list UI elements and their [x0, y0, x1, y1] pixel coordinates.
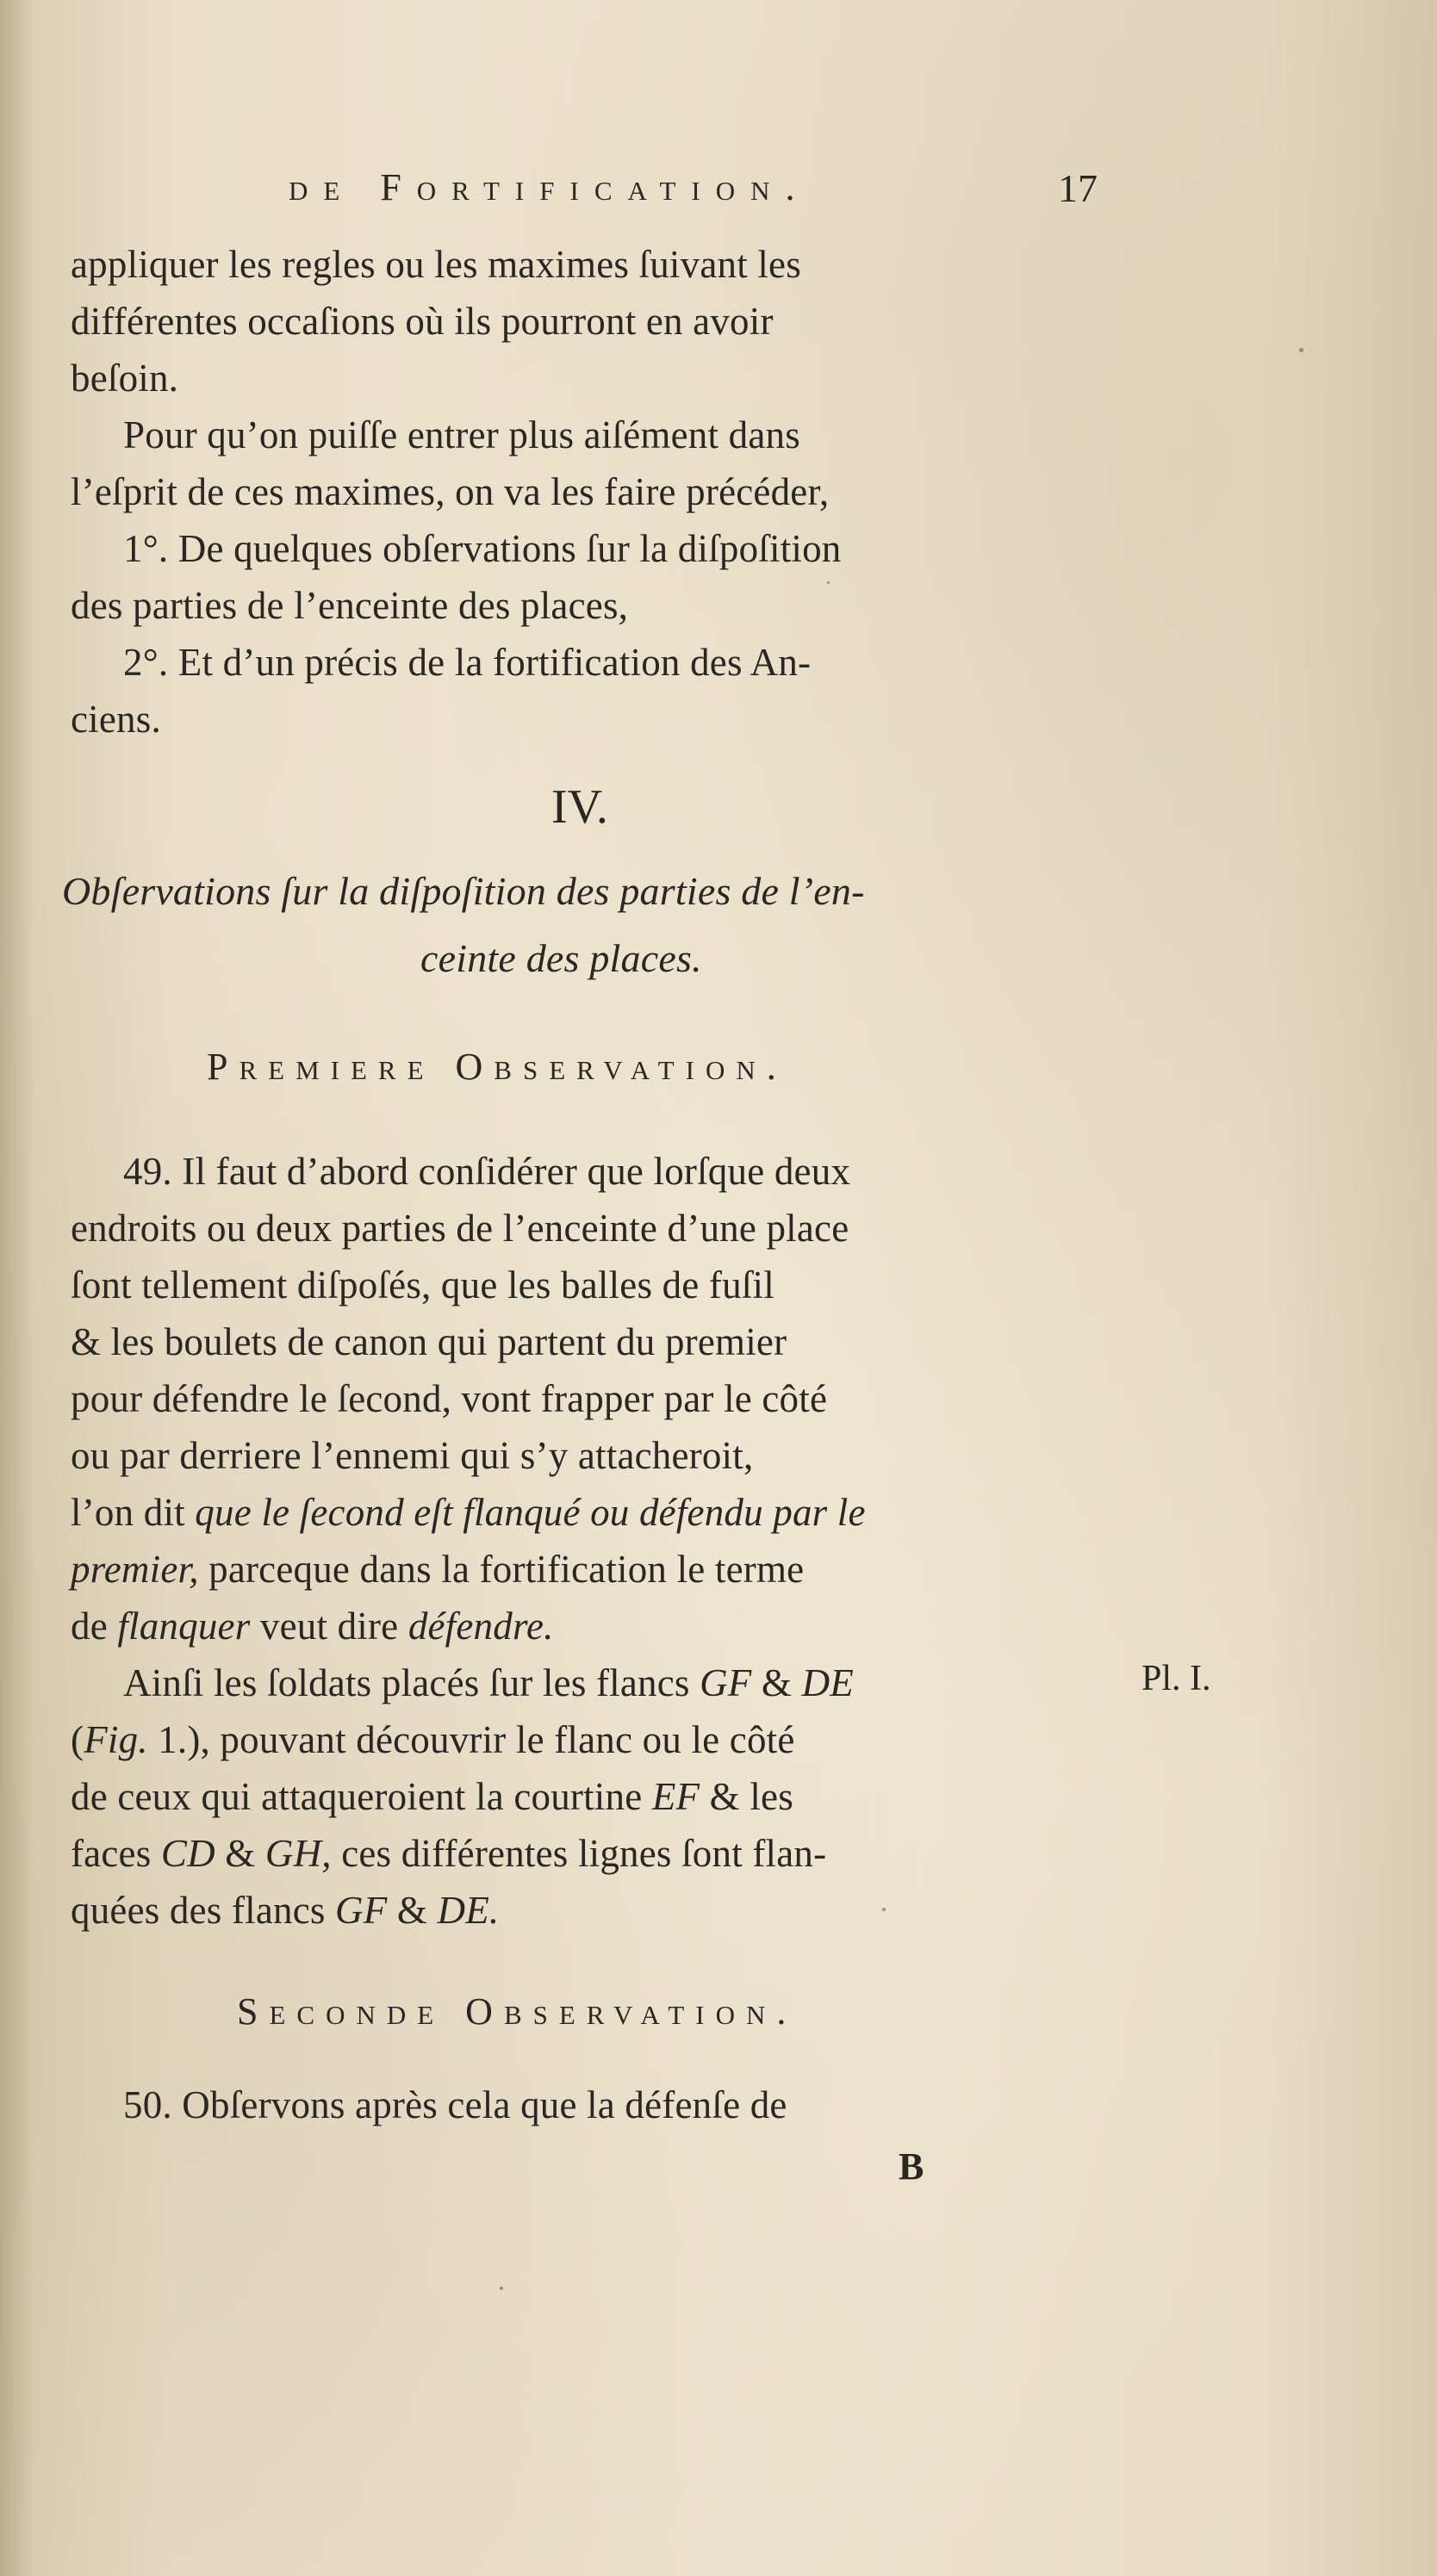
- text-line: & les boulets de canon qui partent du premier: [71, 1320, 787, 1363]
- italic-run: premier,: [71, 1548, 199, 1591]
- text-run: faces: [71, 1832, 161, 1875]
- text-line: 2°. Et d’un précis de la fortification des An-: [123, 641, 812, 684]
- text-run: veut dire: [250, 1605, 408, 1648]
- italic-run: Fig.: [84, 1718, 148, 1761]
- text-line: [71, 1493, 866, 1532]
- margin-note: Pl. I.: [1142, 1659, 1211, 1698]
- page-number: 17: [1058, 166, 1098, 210]
- paper-speck: [827, 581, 830, 584]
- paper-speck: [882, 1908, 886, 1911]
- text-line: différentes occaſions où ils pourront en avoir: [71, 300, 774, 343]
- text-line: [71, 1775, 793, 1818]
- text-run: l’on dit: [71, 1491, 196, 1534]
- text-run: de ceux qui attaqueroient la courtine: [71, 1775, 652, 1818]
- text-line: ſont tellement diſpoſés, que les balles de fuſil: [71, 1263, 774, 1307]
- text-run: &: [751, 1661, 802, 1704]
- text-run: &: [215, 1832, 265, 1875]
- text-line: l’eſprit de ces maximes, on va les faire précéder,: [71, 470, 830, 513]
- section-title-line: ceinte des places.: [420, 936, 702, 980]
- text-run: parceque dans la fortification le terme: [198, 1548, 805, 1591]
- running-title: de Fortification.: [289, 166, 811, 208]
- text-run: quées des flancs: [71, 1889, 336, 1932]
- italic-run: GH,: [264, 1832, 332, 1875]
- text-line: des parties de l’enceinte des places,: [71, 584, 629, 627]
- text-run: ces différentes lignes ſont flan-: [331, 1832, 827, 1875]
- page-gutter-shadow: [0, 0, 34, 2576]
- text-line: [71, 1718, 795, 1761]
- text-run: Ainſi les ſoldats placés ſur les flancs: [123, 1661, 700, 1704]
- text-line: ou par derriere l’ennemi qui s’y attacheroit,: [71, 1434, 754, 1477]
- text-run: de: [71, 1605, 118, 1648]
- text-line: beſoin.: [71, 357, 179, 400]
- italic-run: GF: [335, 1889, 388, 1932]
- text-run: &: [387, 1889, 438, 1932]
- italic-run: flanquer: [117, 1605, 251, 1648]
- italic-run: que le ſecond eſt flanqué ou défendu par le: [195, 1491, 866, 1534]
- text-run: & les: [700, 1775, 793, 1818]
- italic-run: CD: [160, 1832, 215, 1875]
- italic-run: DE: [801, 1661, 854, 1704]
- text-run: (: [71, 1718, 84, 1761]
- text-line: pour défendre le ſecond, vont frapper par le côté: [71, 1377, 828, 1420]
- paper-speck: [1299, 348, 1303, 352]
- italic-run: EF: [651, 1775, 700, 1818]
- text-line: [71, 1607, 554, 1646]
- italic-run: défendre.: [407, 1605, 554, 1648]
- italic-run: DE.: [437, 1889, 500, 1932]
- text-line: 49. Il faut d’abord conſidérer que lorſque deux: [123, 1150, 851, 1193]
- paper-speck: [500, 2287, 503, 2290]
- text-line: [71, 1550, 804, 1589]
- italic-run: GF: [700, 1661, 752, 1704]
- text-line: ciens.: [71, 698, 161, 741]
- observation-heading: Premiere Observation.: [207, 1046, 787, 1088]
- text-line: appliquer les regles ou les maximes ſuivant les: [71, 243, 801, 286]
- text-line: [123, 1661, 854, 1704]
- text-line: [71, 1834, 826, 1873]
- section-title-line: Obſervations ſur la diſpoſition des parties de l’en-: [62, 869, 865, 913]
- observation-heading: Seconde Observation.: [237, 1990, 798, 2033]
- text-line: endroits ou deux parties de l’enceinte d’une place: [71, 1207, 849, 1250]
- text-line: [71, 1891, 499, 1930]
- section-number: IV.: [551, 780, 608, 834]
- text-run: 1.), pouvant découvrir le flanc ou le côté: [147, 1718, 795, 1761]
- text-line: 50. Obſervons après cela que la défenſe de: [123, 2083, 787, 2126]
- text-line: Pour qu’on puiſſe entrer plus aiſément dans: [123, 413, 800, 456]
- text-line: 1°. De quelques obſervations ſur la diſpoſition: [123, 527, 842, 570]
- signature-mark: B: [899, 2145, 924, 2188]
